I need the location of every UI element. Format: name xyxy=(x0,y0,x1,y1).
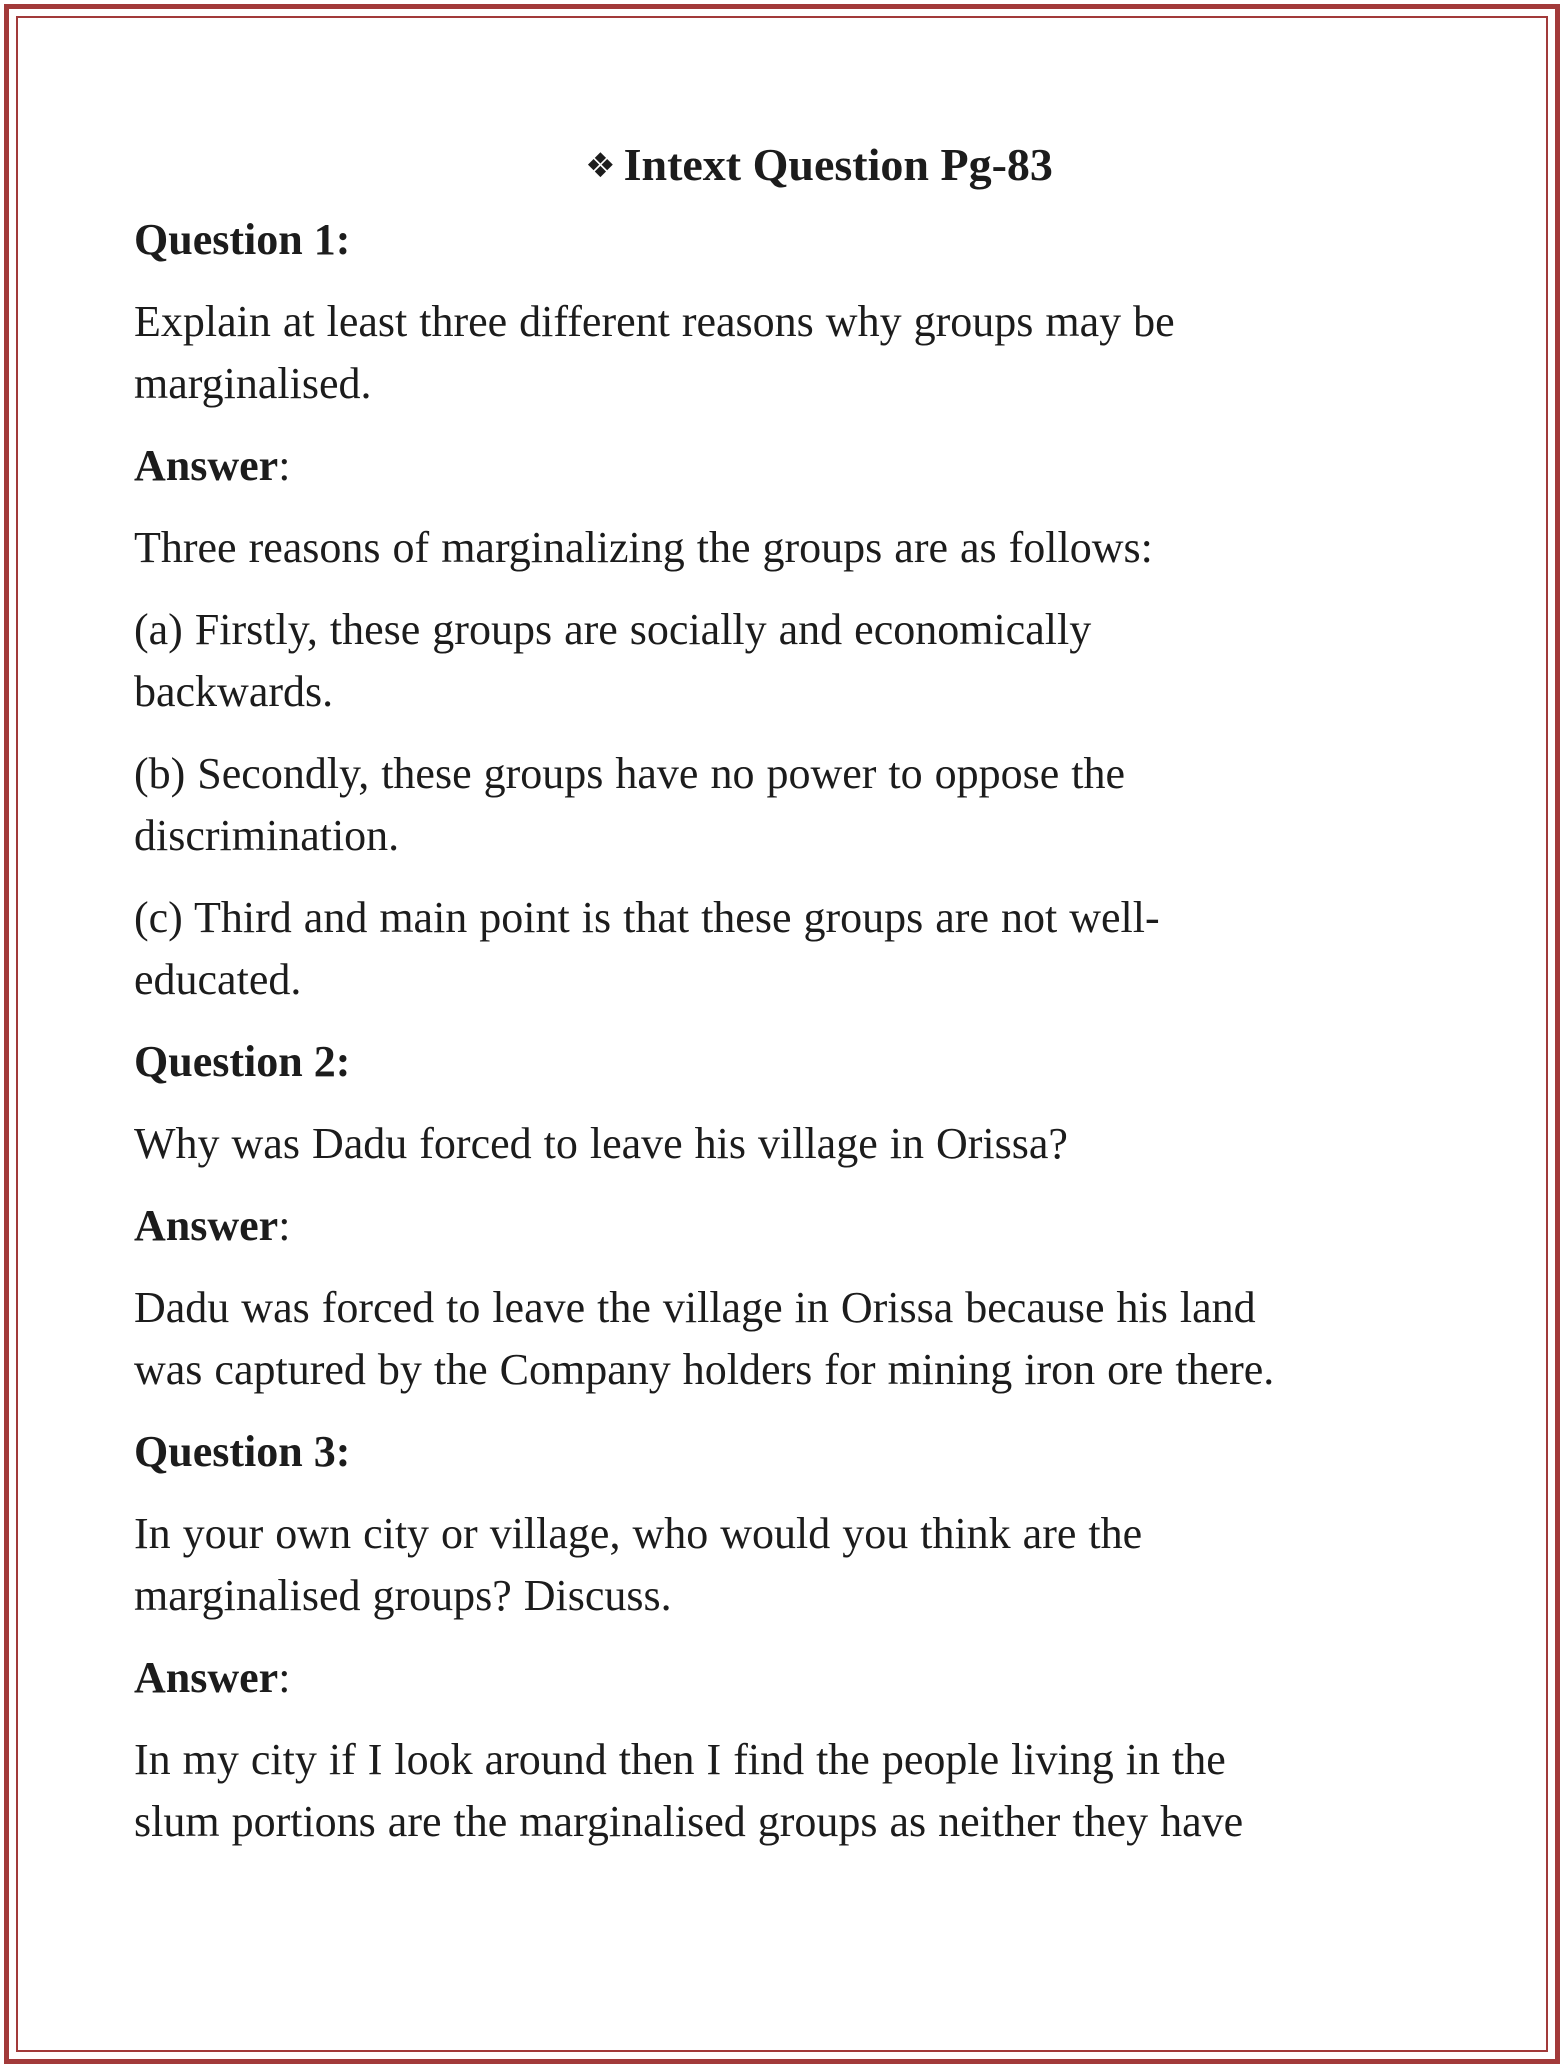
answer-1-point-a: (a) Firstly, these groups are socially and economically backwards. xyxy=(134,605,1092,716)
document-body xyxy=(134,130,1454,1873)
question-1-text: Explain at least three different reasons why groups may be marginalised. xyxy=(134,297,1175,408)
section-heading xyxy=(134,130,1454,201)
answer-1-label: Answer: xyxy=(134,441,291,490)
section-title: Intext Question Pg-83 xyxy=(623,139,1053,190)
answer-1-intro: Three reasons of marginalizing the groups are as follows: xyxy=(134,523,1153,572)
question-2-text: Why was Dadu forced to leave his village in Orissa? xyxy=(134,1119,1068,1168)
answer-3-text: In my city if I look around then I find the people living in the slum portions are the marginalised groups as neither they have xyxy=(134,1735,1244,1846)
diamond-bullet-icon: ❖ xyxy=(585,146,616,186)
question-3-text: In your own city or village, who would you think are the marginalised groups? Discuss. xyxy=(134,1509,1143,1620)
question-2-label: Question 2: xyxy=(134,1037,351,1086)
answer-1-point-c: (c) Third and main point is that these groups are not well- educated. xyxy=(134,893,1160,1004)
answer-3-label: Answer: xyxy=(134,1653,291,1702)
answer-1-point-b: (b) Secondly, these groups have no power to oppose the discrimination. xyxy=(134,749,1126,860)
answer-2-label: Answer: xyxy=(134,1201,291,1250)
answer-2-text: Dadu was forced to leave the village in Orissa because his land was captured by the Company holders for mining iron ore there. xyxy=(134,1283,1275,1394)
question-1-label: Question 1: xyxy=(134,215,351,264)
question-3-label: Question 3: xyxy=(134,1427,351,1476)
